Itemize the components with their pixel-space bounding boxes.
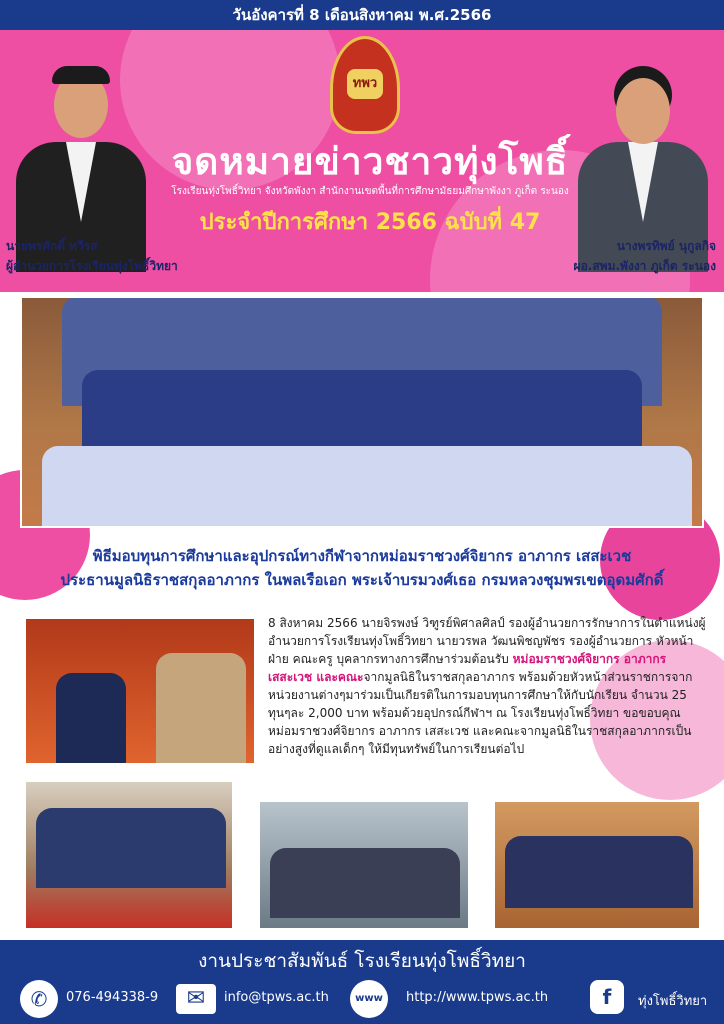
- headline-line-2: ประธานมูลนิธิราชสกุลอาภากร ในพลเรือเอก พระเจ้าบรมวงศ์เธอ กรมหลวงชุมพรเขตอุดมศักดิ์: [60, 571, 664, 589]
- area-director-position: ผอ.สพม.พังงา ภูเก็ต ระนอง: [573, 259, 716, 273]
- footer-phone[interactable]: 076-494338-9: [66, 990, 159, 1005]
- email-icon: ✉: [176, 984, 216, 1014]
- article-headline: [20, 544, 704, 592]
- footer-email[interactable]: info@tpws.ac.th: [224, 990, 329, 1005]
- main-event-photo: [20, 296, 704, 528]
- article-body-highlight: หม่อมราชวงศ์จิยากร อาภากร เสสะเวช และคณะ: [268, 652, 667, 684]
- director-name: นายพรศักดิ์ ทวีรส: [6, 239, 98, 253]
- newsletter-subtitle: โรงเรียนทุ่งโพธิ์วิทยา จังหวัดพังงา สำนักงานเขตพื้นที่การศึกษามัธยมศึกษาพังงา ภูเก็ต ระนอง: [171, 186, 569, 197]
- article-body: [268, 614, 708, 758]
- group-photo-1: [24, 780, 234, 930]
- handover-photo: [24, 617, 256, 765]
- issue-number: ประจำปีการศึกษา 2566 ฉบับที่ 47: [199, 210, 541, 235]
- area-director-name: นางพรทิพย์ นุกูลกิจ: [616, 239, 716, 253]
- people-group: [36, 808, 226, 888]
- headline-line-1: พิธีมอบทุนการศึกษาและอุปกรณ์ทางกีฬาจากหม่อมราชวงศ์จิยากร อาภากร เสสะเวช: [92, 547, 632, 565]
- footer-website[interactable]: http://www.tpws.ac.th: [406, 990, 549, 1005]
- newsletter-title: จดหมายข่าวชาวทุ่งโพธิ์: [171, 140, 569, 183]
- people-group: [270, 848, 460, 918]
- footer-facebook[interactable]: ทุ่งโพธิ์วิทยา: [638, 994, 708, 1009]
- person-figure: [56, 673, 126, 763]
- phone-icon: ✆: [20, 980, 58, 1018]
- globe-www-icon: www: [350, 980, 388, 1018]
- middle-row-people: [82, 370, 642, 456]
- director-photo: [6, 62, 156, 262]
- group-photo-2: [258, 800, 470, 930]
- director-caption: [6, 236, 178, 276]
- facebook-icon: f: [590, 980, 624, 1014]
- group-photo-3: [493, 800, 701, 930]
- director-position: ผู้อำนวยการโรงเรียนทุ่งโพธิ์วิทยา: [6, 259, 178, 273]
- people-group: [505, 836, 693, 908]
- footer-title: งานประชาสัมพันธ์ โรงเรียนทุ่งโพธิ์วิทยา: [198, 950, 526, 972]
- article-body-part-2: จากมูลนิธิในราชสกุลอาภากร พร้อมด้วยหัวหน้าส่วนราชการจากหน่วยงานต่างๆมาร่วมเป็นเกียรติในการมอบทุนการศึกษาให้กับนักเรียน จำนวน 25 ทุนๆละ 2,000 บาท พร้อมด้วยอุปกรณ์กีฬาฯ ณ โรงเรียนทุ่งโพธิ์วิทยา ขอขอบคุณหม่อมราชวงศ์จิยากร อาภากร เสสะเวช และคณะจากมูลนิธิในราชสกุลอาภากรเป็นอย่างสูงที่ดูแลเด็กๆ ให้มีทุนทรัพย์ในการเรียนต่อไป: [268, 670, 693, 756]
- article-body-part-1: 8 สิงหาคม 2566 นายจิรพงษ์ วิฑูรย์พิศาลศิลป์ รองผู้อำนวยการรักษาการในตำแหน่งผู้อำนวยการโรงเรียนทุ่งโพธิ์วิทยา นายวรพล วัฒนพิชญพัชร รองผู้อำนวยการ หัวหน้าฝ่าย คณะครู บุคลากรทางการศึกษาร่วมต้อนรับ: [268, 616, 706, 666]
- newsletter-header: [0, 30, 724, 292]
- front-row-students: [42, 446, 692, 526]
- date-bar: วันอังคารที่ 8 เดือนสิงหาคม พ.ศ.2566: [0, 0, 724, 30]
- school-logo: [330, 36, 400, 134]
- area-director-caption: [574, 236, 716, 276]
- logo-lettering: ทพว: [347, 69, 383, 99]
- area-director-photo: [568, 62, 718, 262]
- person-figure: [156, 653, 246, 763]
